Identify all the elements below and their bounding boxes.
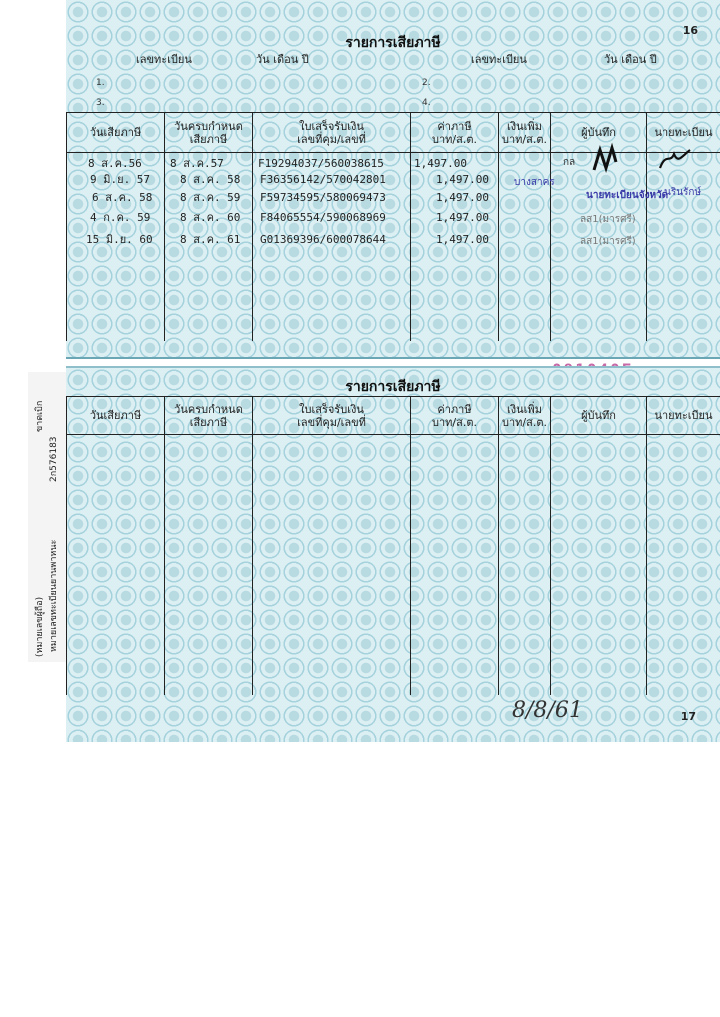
entry-number-3: 3. — [96, 98, 105, 108]
row-5-tax: 1,497.00 — [436, 233, 489, 246]
column-recorder — [551, 435, 647, 695]
column-due-date — [165, 435, 253, 695]
column-header-registrar: นายทะเบียน — [647, 397, 720, 435]
row-1-recorder: กล — [563, 157, 576, 168]
registrar-stamp-name: นรินรักษ์ — [664, 187, 702, 198]
tax-record-sheet-top — [66, 0, 720, 359]
header-right-date-label: วัน เดือน ปี — [604, 53, 657, 66]
row-3-receipt: F59734595/580069473 — [260, 191, 386, 204]
column-registrar — [647, 153, 720, 341]
row-1-tax: 1,497.00 — [414, 157, 467, 170]
row-4-due-date: 8 ส.ค. 60 — [180, 211, 241, 224]
row-4-recorder: ลส1(มารศรี) — [580, 214, 636, 225]
column-header-due-date: วันครบกำหนด เสียภาษี — [165, 397, 253, 435]
column-header-paid-date: วันเสียภาษี — [67, 397, 165, 435]
page-number-bottom: 17 — [680, 710, 696, 723]
row-1-receipt: F19294037/560038615 — [258, 157, 384, 170]
column-header-receipt: ใบเสร็จรับเงิน เลขที่คุม/เลขที่ — [253, 113, 411, 153]
column-surcharge — [499, 435, 551, 695]
column-receipt — [253, 435, 411, 695]
handwritten-date: 8/8/61 — [512, 698, 583, 723]
row-4-receipt: F84065554/590068969 — [260, 211, 386, 224]
row-1-due-date: 8 ส.ค.57 — [170, 157, 224, 170]
side-strip-line4: ขาดเบิก — [35, 400, 45, 432]
section-title-bottom: รายการเสียภาษี — [345, 379, 441, 395]
column-header-tax: ค่าภาษี บาท/ส.ต. — [411, 113, 499, 153]
row-4-tax: 1,497.00 — [436, 211, 489, 224]
column-registrar — [647, 435, 720, 695]
row-5-paid-date: 15 มิ.ย. 60 — [86, 233, 153, 246]
column-header-recorder: ผู้บันทึก — [551, 113, 647, 153]
signature-marks — [586, 142, 706, 178]
row-5-recorder: ลส1(มารศรี) — [580, 236, 636, 247]
row-2-tax: 1,497.00 — [436, 173, 489, 186]
entry-number-4: 4. — [422, 98, 431, 108]
entry-number-2: 2. — [422, 78, 431, 88]
side-strip-line2: หมายเลขทะเบียนยานพาหนะ — [49, 539, 59, 652]
column-paid-date — [67, 435, 165, 695]
row-3-paid-date: 6 ส.ค. 58 — [92, 191, 153, 204]
registrar-stamp-title: นายทะเบียนจังหวัด — [586, 190, 669, 201]
row-4-paid-date: 4 ก.ค. 59 — [90, 211, 151, 224]
header-left-date-label: วัน เดือน ปี — [256, 53, 309, 66]
column-tax — [411, 435, 499, 695]
side-strip-line3: 2ก576183 — [49, 436, 59, 482]
column-header-surcharge: เงินเพิ่ม บาท/ส.ต. — [499, 113, 551, 153]
column-header-tax: ค่าภาษี บาท/ส.ต. — [411, 397, 499, 435]
row-5-receipt: G01369396/600078644 — [260, 233, 386, 246]
page-number: 16 — [682, 24, 698, 37]
header-left-reg-label: เลขทะเบียน — [136, 53, 192, 66]
tax-payment-table-empty — [66, 396, 720, 695]
tax-record-sheet-bottom — [66, 366, 720, 742]
row-3-due-date: 8 ส.ค. 59 — [180, 191, 241, 204]
row-2-receipt: F36356142/570042801 — [260, 173, 386, 186]
row-1-paid-date: 8 ส.ค.56 — [88, 157, 142, 170]
column-header-due-date: วันครบกำหนด เสียภาษี — [165, 113, 253, 153]
row-3-tax: 1,497.00 — [436, 191, 489, 204]
column-header-registrar: นายทะเบียน — [647, 113, 720, 153]
column-header-recorder: ผู้บันทึก — [551, 397, 647, 435]
registrar-stamp-branch: บางสาคร — [514, 177, 555, 188]
row-2-due-date: 8 ส.ค. 58 — [180, 173, 241, 186]
row-2-paid-date: 9 มิ.ย. 57 — [90, 173, 151, 186]
header-right-reg-label: เลขทะเบียน — [471, 53, 527, 66]
side-strip-line1: (หมายเลขผู้ถือ) — [35, 596, 45, 657]
column-header-surcharge: เงินเพิ่ม บาท/ส.ต. — [499, 397, 551, 435]
attached-paper-strip — [28, 372, 67, 662]
column-header-paid-date: วันเสียภาษี — [67, 113, 165, 153]
row-5-due-date: 8 ส.ค. 61 — [180, 233, 241, 246]
column-header-receipt: ใบเสร็จรับเงิน เลขที่คุม/เลขที่ — [253, 397, 411, 435]
section-title: รายการเสียภาษี — [345, 35, 441, 51]
entry-number-1: 1. — [96, 78, 105, 88]
